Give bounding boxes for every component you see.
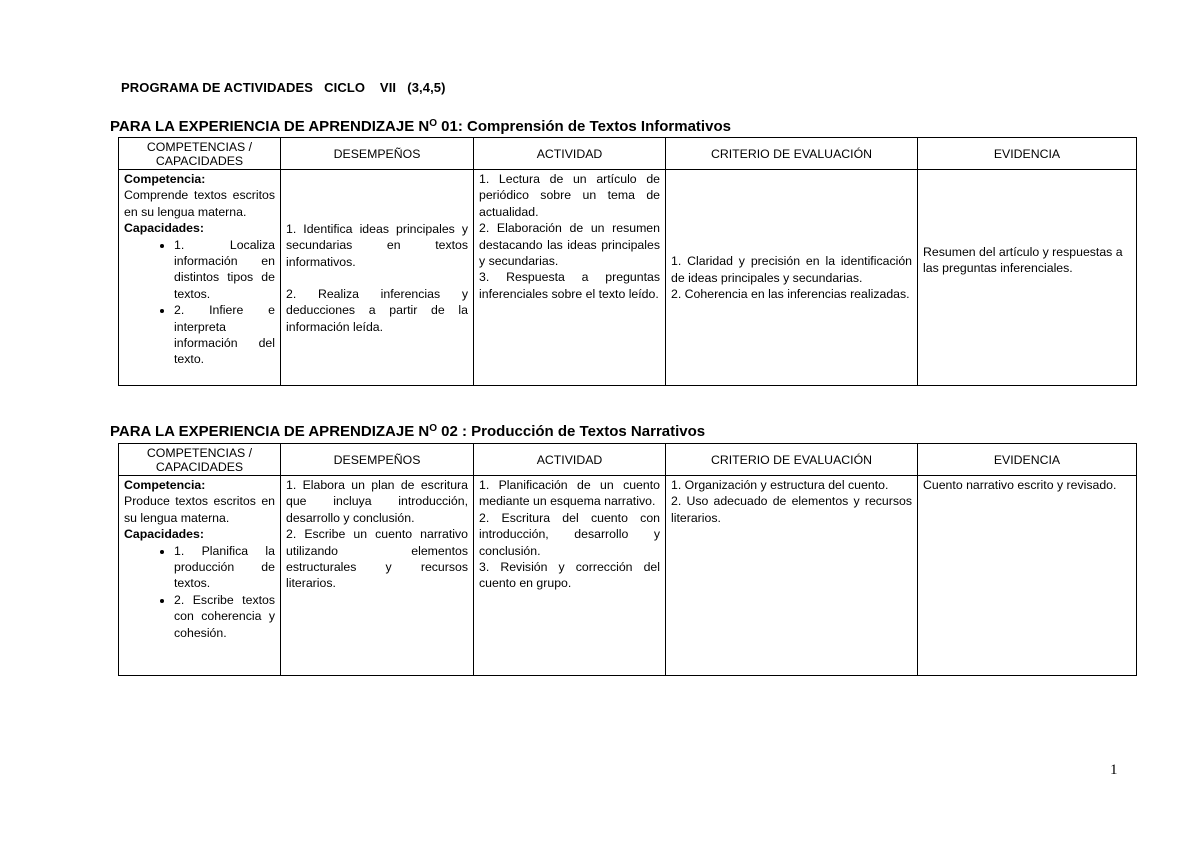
criterio-item: 1. Claridad y precisión en la identificación de ideas principales y secundarias. — [671, 254, 912, 285]
desempeno-item: 1. Identifica ideas principales y secundarias en textos informativos. — [286, 221, 468, 269]
capacidades-list — [124, 543, 275, 641]
header-actividad: ACTIVIDAD — [474, 138, 666, 170]
desempeno-item: 1. Elabora un plan de escritura que incluya introducción, desarrollo y conclusión. — [286, 478, 468, 525]
table-row — [119, 476, 1137, 676]
section-1-title-prefix: PARA LA EXPERIENCIA DE APRENDIZAJE N — [110, 118, 430, 135]
section-2-title-sup: O — [429, 423, 437, 434]
capacidades-label: Capacidades: — [124, 527, 204, 542]
header-criterio: CRITERIO DE EVALUACIÓN — [666, 138, 918, 170]
list-item: • 1. Localiza información en distintos tipos de textos. — [174, 237, 275, 303]
header-desempenos: DESEMPEÑOS — [281, 444, 474, 476]
header-evidencia: EVIDENCIA — [918, 444, 1137, 476]
section-1-title-rest: 01: Comprensión de Textos Informativos — [437, 118, 731, 135]
section-2-title-prefix: PARA LA EXPERIENCIA DE APRENDIZAJE N — [110, 423, 430, 440]
actividad-item: 1. Planificación de un cuento mediante un esquema narrativo. — [479, 478, 660, 509]
evidencia-text: Resumen del artículo y respuestas a las preguntas inferenciales. — [923, 245, 1123, 276]
header-competencias: COMPETENCIAS / CAPACIDADES — [119, 138, 281, 170]
desempeno-item: 2. Realiza inferencias y deducciones a partir de la información leída. — [286, 287, 468, 334]
header-desempenos: DESEMPEÑOS — [281, 138, 474, 170]
list-item: • 2. Escribe textos con coherencia y cohesión. — [174, 592, 275, 641]
desempeno-item: 2. Escribe un cuento narrativo utilizando elementos estructurales y recursos literarios. — [286, 527, 468, 591]
actividad-cell — [474, 476, 666, 676]
section-1-title-sup: O — [429, 118, 437, 129]
header-actividad: ACTIVIDAD — [474, 444, 666, 476]
criterio-cell — [666, 170, 918, 386]
section-2-title — [110, 423, 705, 440]
table-header-row — [119, 444, 1137, 476]
document-title: PROGRAMA DE ACTIVIDADES CICLO VII (3,4,5) — [121, 80, 446, 95]
criterio-cell — [666, 476, 918, 676]
header-criterio: CRITERIO DE EVALUACIÓN — [666, 444, 918, 476]
capacidades-list — [124, 237, 275, 368]
competencia-label: Competencia: — [124, 478, 206, 492]
evidencia-text: Cuento narrativo escrito y revisado. — [923, 478, 1117, 492]
actividad-item: 1. Lectura de un artículo de periódico sobre un tema de actualidad. — [479, 172, 660, 219]
evidencia-cell — [918, 170, 1137, 386]
competencias-cell — [119, 170, 281, 386]
competencia-text: Produce textos escritos en su lengua materna. — [124, 494, 275, 525]
desempenos-cell — [281, 170, 474, 386]
section-2-title-rest: 02 : Producción de Textos Narrativos — [437, 423, 706, 440]
criterio-item: 2. Coherencia en las inferencias realizadas. — [671, 287, 910, 302]
actividad-item: 3. Revisión y corrección del cuento en grupo. — [479, 560, 660, 591]
actividad-item: 3. Respuesta a preguntas inferenciales sobre el texto leído. — [479, 270, 660, 301]
actividad-cell — [474, 170, 666, 386]
evidencia-cell — [918, 476, 1137, 676]
table-header-row — [119, 138, 1137, 170]
list-item: • 2. Infiere e interpreta información del texto. — [174, 302, 275, 368]
header-evidencia: EVIDENCIA — [918, 138, 1137, 170]
capacidades-label: Capacidades: — [124, 221, 204, 236]
section-2-table — [118, 443, 1137, 676]
page-number: 1 — [1110, 762, 1118, 778]
header-competencias: COMPETENCIAS / CAPACIDADES — [119, 444, 281, 476]
desempenos-cell — [281, 476, 474, 676]
competencias-cell — [119, 476, 281, 676]
section-1-title — [110, 118, 731, 135]
competencia-label: Competencia: — [124, 172, 206, 186]
section-1-table — [118, 137, 1137, 386]
criterio-item: 1. Organización y estructura del cuento. — [671, 478, 889, 492]
actividad-item: 2. Escritura del cuento con introducción, desarrollo y conclusión. — [479, 510, 660, 558]
criterio-item: 2. Uso adecuado de elementos y recursos literarios. — [671, 494, 912, 525]
competencia-text: Comprende textos escritos en su lengua materna. — [124, 188, 275, 219]
table-row — [119, 170, 1137, 386]
list-item: • 1. Planifica la producción de textos. — [174, 543, 275, 592]
actividad-item: 2. Elaboración de un resumen destacando las ideas principales y secundarias. — [479, 221, 660, 269]
